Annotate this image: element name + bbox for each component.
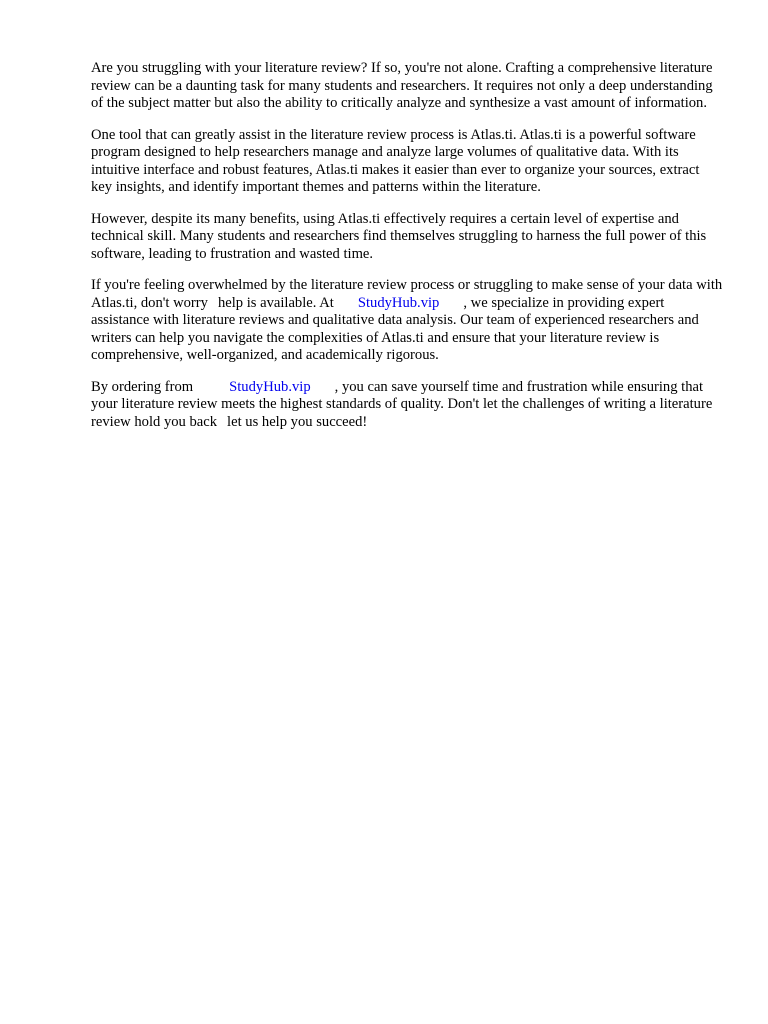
paragraph-atlas-ti: One tool that can greatly assist in the literature review process is Atlas.ti. Atlas.ti is a powerful software program designed to help researchers manage and analyze large volumes of qualitative data. With its intuitive interface and robust features, Atlas.ti makes it easier than ever to organize your sources, extract key insights, and identify important themes and patterns within the literature.: [91, 126, 700, 195]
paragraph-ordering: [91, 379, 723, 432]
document-body: [91, 60, 723, 445]
paragraph-expertise: However, despite its many benefits, using Atlas.ti effectively requires a certain level of expertise and technical skill. Many students and researchers find themselves struggling to harness the full power of this software, leading to frustration and wasted time.: [91, 210, 707, 262]
paragraph-ordering-text-2: , you can save yourself time and frustration while ensuring that your literature review meets the highest standards of quality. Don't let the challenges of writing a literature review hold you back: [91, 378, 713, 430]
paragraph-help-text-3: , we specialize in providing expert assistance with literature reviews and qualitative data analysis. Our team of experienced researchers and writers can help you navigate the complexities of Atlas.ti and ensure that your literature review is comprehensive, well-organized, and academically rigorous.: [91, 294, 699, 363]
studyhub-link[interactable]: StudyHub.vip: [357, 294, 440, 311]
paragraph-ordering-text-1: By ordering from: [91, 378, 194, 395]
paragraph-help: [91, 277, 723, 365]
paragraph-help-text-2: help is available. At: [217, 294, 334, 311]
paragraph-ordering-text-3: let us help you succeed!: [227, 413, 368, 430]
paragraph-help-text-1: If you're feeling overwhelmed by the literature review process or struggling to make sense of your data with Atlas.ti, don't worry: [91, 277, 723, 311]
studyhub-link-2[interactable]: StudyHub.vip: [229, 378, 311, 395]
paragraph-intro: Are you struggling with your literature review? If so, you're not alone. Crafting a comprehensive literature review can be a daunting task for many students and researchers. It requires not only a deep understanding of the subject matter but also the ability to critically analyze and synthesize a vast amount of information.: [91, 60, 713, 111]
